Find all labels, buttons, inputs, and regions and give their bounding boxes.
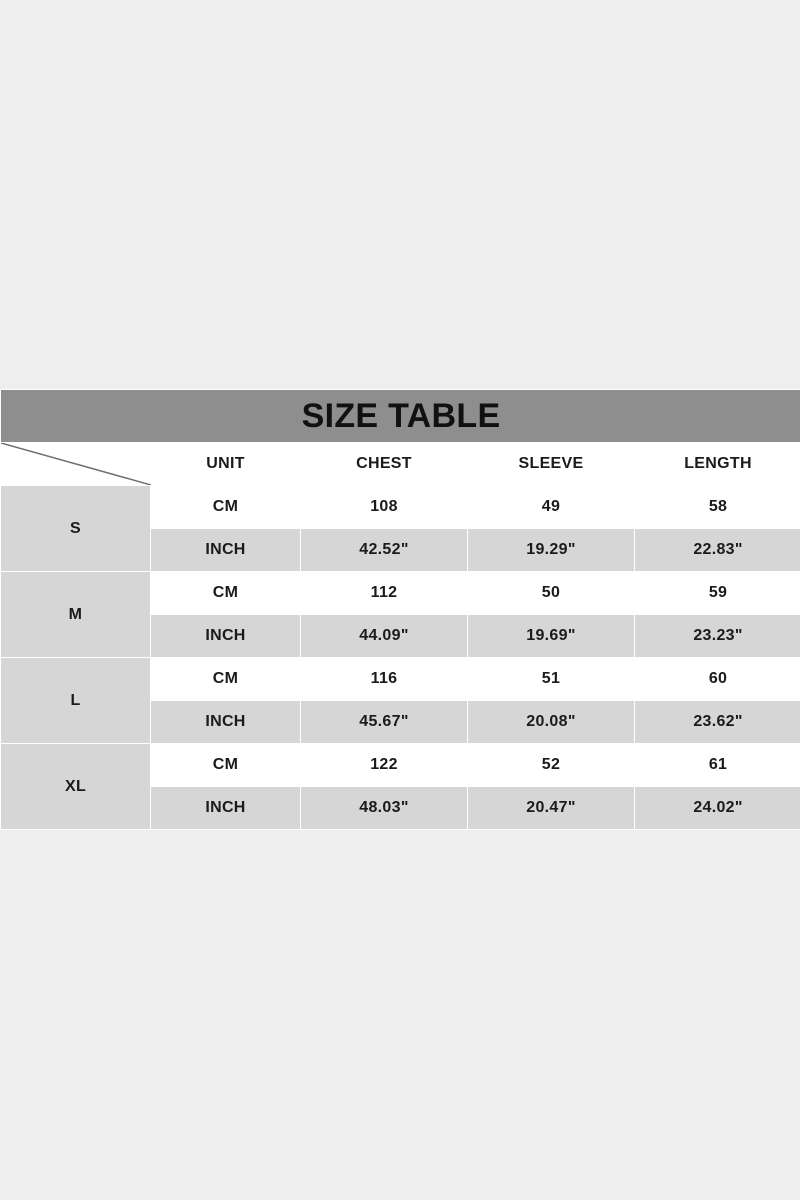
chest-value: 44.09" [301,615,468,658]
size-label-m: M [1,572,151,658]
column-header-chest: CHEST [301,443,468,486]
diagonal-split-icon [1,443,151,486]
sleeve-value: 19.29" [468,529,635,572]
sleeve-value: 20.08" [468,701,635,744]
sleeve-value: 49 [468,486,635,529]
table-row [1,744,800,787]
length-value: 22.83" [635,529,800,572]
table-row [1,658,800,701]
unit-label: INCH [151,787,301,830]
chest-value: 48.03" [301,787,468,830]
sleeve-value: 50 [468,572,635,615]
chest-value: 45.67" [301,701,468,744]
table-title-row [1,390,800,443]
sleeve-value: 52 [468,744,635,787]
size-table [0,389,800,830]
unit-label: CM [151,744,301,787]
size-label-xl: XL [1,744,151,830]
length-value: 58 [635,486,800,529]
table-row [1,572,800,615]
chest-value: 116 [301,658,468,701]
sleeve-value: 20.47" [468,787,635,830]
unit-label: INCH [151,615,301,658]
length-value: 59 [635,572,800,615]
length-value: 60 [635,658,800,701]
chest-value: 122 [301,744,468,787]
length-value: 23.23" [635,615,800,658]
size-table-container [0,389,800,830]
chest-value: 108 [301,486,468,529]
column-header-sleeve: SLEEVE [468,443,635,486]
size-label-s: S [1,486,151,572]
column-header-length: LENGTH [635,443,800,486]
unit-label: CM [151,486,301,529]
sleeve-value: 51 [468,658,635,701]
table-header-row [1,443,800,486]
sleeve-value: 19.69" [468,615,635,658]
size-label-l: L [1,658,151,744]
length-value: 61 [635,744,800,787]
length-value: 24.02" [635,787,800,830]
chest-value: 42.52" [301,529,468,572]
unit-label: INCH [151,529,301,572]
unit-label: CM [151,572,301,615]
unit-label: INCH [151,701,301,744]
table-row [1,486,800,529]
column-header-unit: UNIT [151,443,301,486]
length-value: 23.62" [635,701,800,744]
page-title: SIZE TABLE [1,390,800,443]
chest-value: 112 [301,572,468,615]
unit-label: CM [151,658,301,701]
